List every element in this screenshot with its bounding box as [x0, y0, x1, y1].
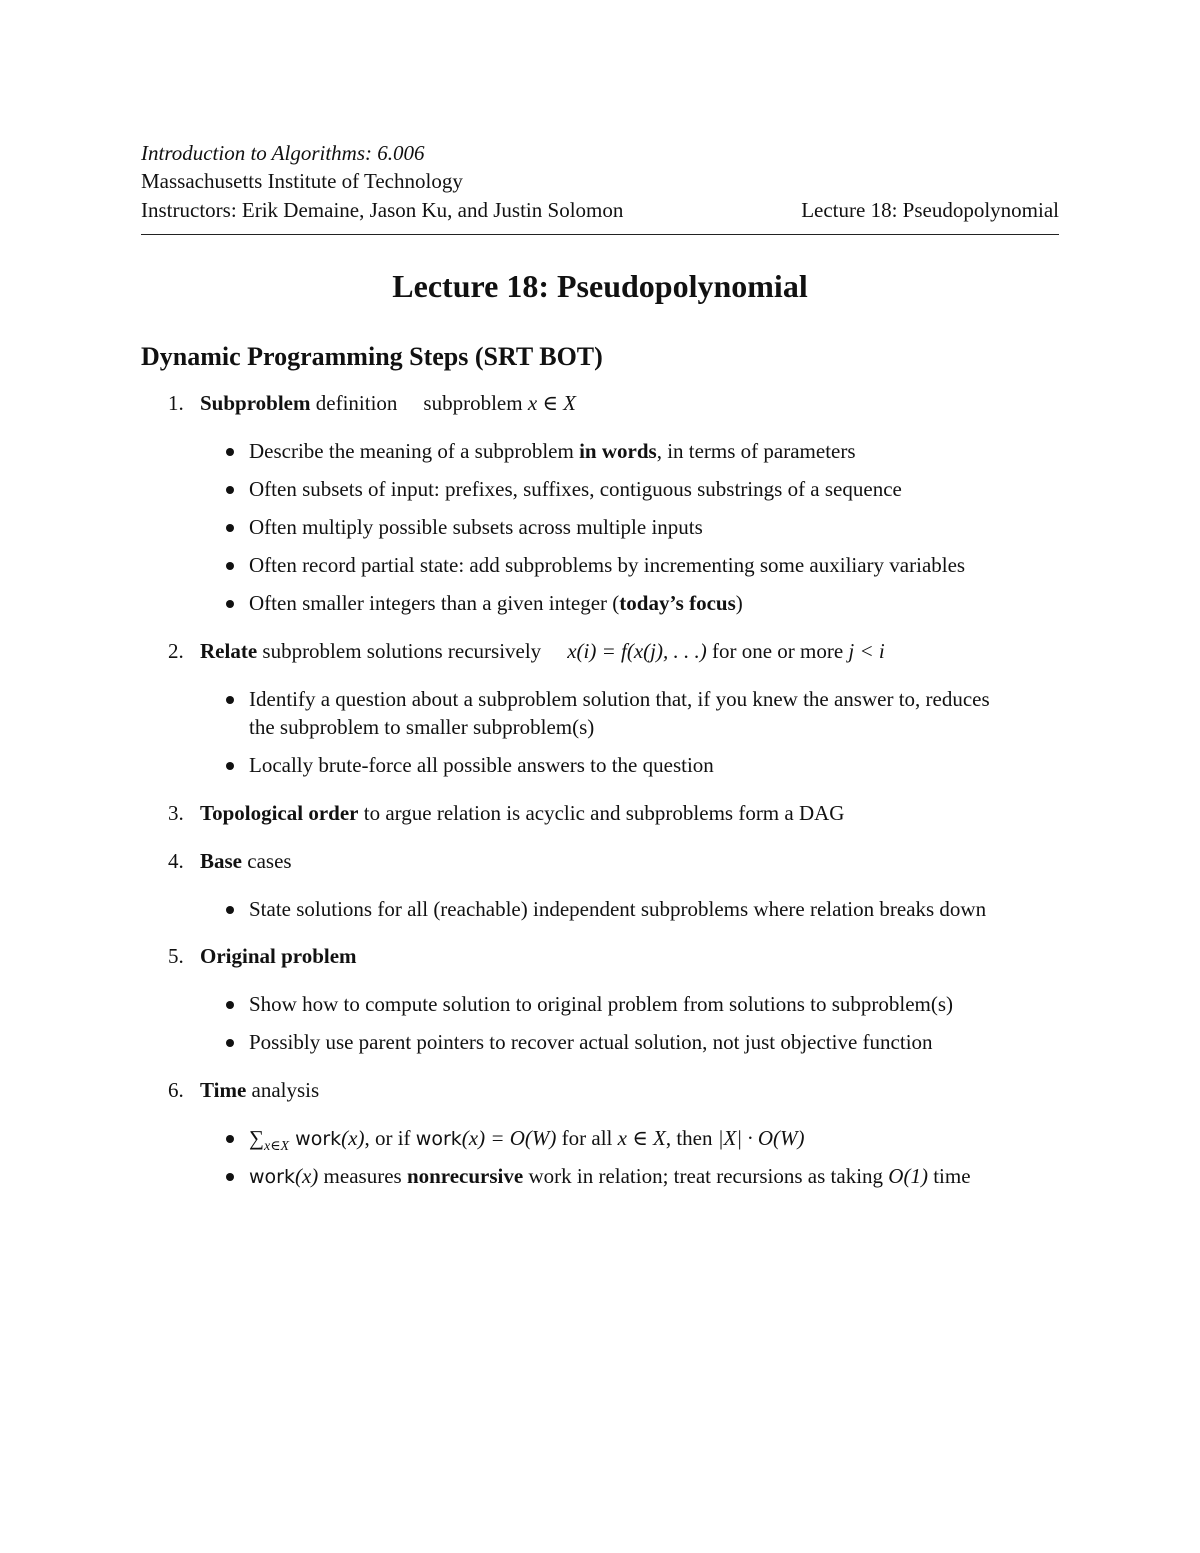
step-1-bullet-3: Often multiply possible subsets across multiple inputs: [226, 513, 1066, 541]
page-title: Lecture 18: Pseudopolynomial: [392, 268, 808, 304]
step-2-keyword: Relate: [200, 639, 258, 663]
step-4: 4. Base cases: [168, 849, 292, 873]
bullet-icon: [226, 1173, 234, 1181]
summation-symbol: ∑: [249, 1126, 264, 1150]
step-2: 2. Relate subproblem solutions recursively x(i) = f(x(j), . . .) for one or more j < i: [168, 639, 885, 663]
bullet-icon: [226, 1001, 234, 1009]
section-heading: Dynamic Programming Steps (SRT BOT): [141, 342, 603, 371]
step-1-bullet-4: Often record partial state: add subproblems by incrementing some auxiliary variables: [226, 551, 1066, 579]
step-5-bullet-2: Possibly use parent pointers to recover actual solution, not just objective function: [226, 1028, 1066, 1056]
step-2-bullet-2: Locally brute-force all possible answers to the question: [226, 751, 1066, 779]
step-2-bullet-1: Identify a question about a subproblem solution that, if you knew the answer to, reduces the subproblem to smaller subproblem(s): [226, 685, 1066, 741]
step-5-keyword: Original problem: [200, 944, 357, 968]
step-6-keyword: Time: [200, 1078, 247, 1102]
bullet-icon: [226, 486, 234, 494]
step-2-formula: x(i) = f(x(j), . . .): [567, 639, 707, 663]
header-lecture-label: Lecture 18: Pseudopolynomial: [801, 198, 1059, 222]
step-1-bullet-2: Often subsets of input: prefixes, suffixes, contiguous substrings of a sequence: [226, 475, 1066, 503]
bullet-icon: [226, 906, 234, 914]
bullet-icon: [226, 696, 234, 704]
header-divider: [141, 234, 1059, 235]
step-3-keyword: Topological order: [200, 801, 359, 825]
bullet-icon: [226, 1039, 234, 1047]
bullet-icon: [226, 524, 234, 532]
step-1-bullet-5: Often smaller integers than a given integer (today’s focus): [226, 589, 1066, 617]
step-1-bullet-1: Describe the meaning of a subproblem in words, in terms of parameters: [226, 437, 1066, 465]
step-5-bullet-1: Show how to compute solution to original problem from solutions to subproblem(s): [226, 990, 1066, 1018]
bullet-icon: [226, 600, 234, 608]
institute-name: Massachusetts Institute of Technology: [141, 169, 463, 193]
step-1-formula: x ∈ X: [527, 391, 577, 415]
step-1-keyword: Subproblem: [200, 391, 311, 415]
step-4-keyword: Base: [200, 849, 242, 873]
bullet-icon: [226, 1135, 234, 1143]
step-4-bullet-1: State solutions for all (reachable) independent subproblems where relation breaks down: [226, 895, 1066, 923]
step-6-bullet-2: work(x) measures nonrecursive work in relation; treat recursions as taking O(1) time: [226, 1162, 1066, 1191]
step-6-bullet-1: $\sum_{x\in X}$ work(x), or if work(x) = O(W) for all x ∈ X, then |X| · O(W): [226, 1124, 1066, 1161]
bullet-icon: [226, 448, 234, 456]
bullet-icon: [226, 762, 234, 770]
step-3: 3. Topological order to argue relation is acyclic and subproblems form a DAG: [168, 801, 845, 825]
course-title: Introduction to Algorithms: 6.006: [141, 141, 425, 165]
instructors: Instructors: Erik Demaine, Jason Ku, and Justin Solomon: [141, 198, 624, 222]
bullet-icon: [226, 562, 234, 570]
step-1: 1. Subproblem definition subproblem x ∈ X: [168, 391, 577, 415]
step-5: 5. Original problem: [168, 944, 357, 968]
step-6: 6. Time analysis: [168, 1078, 320, 1102]
